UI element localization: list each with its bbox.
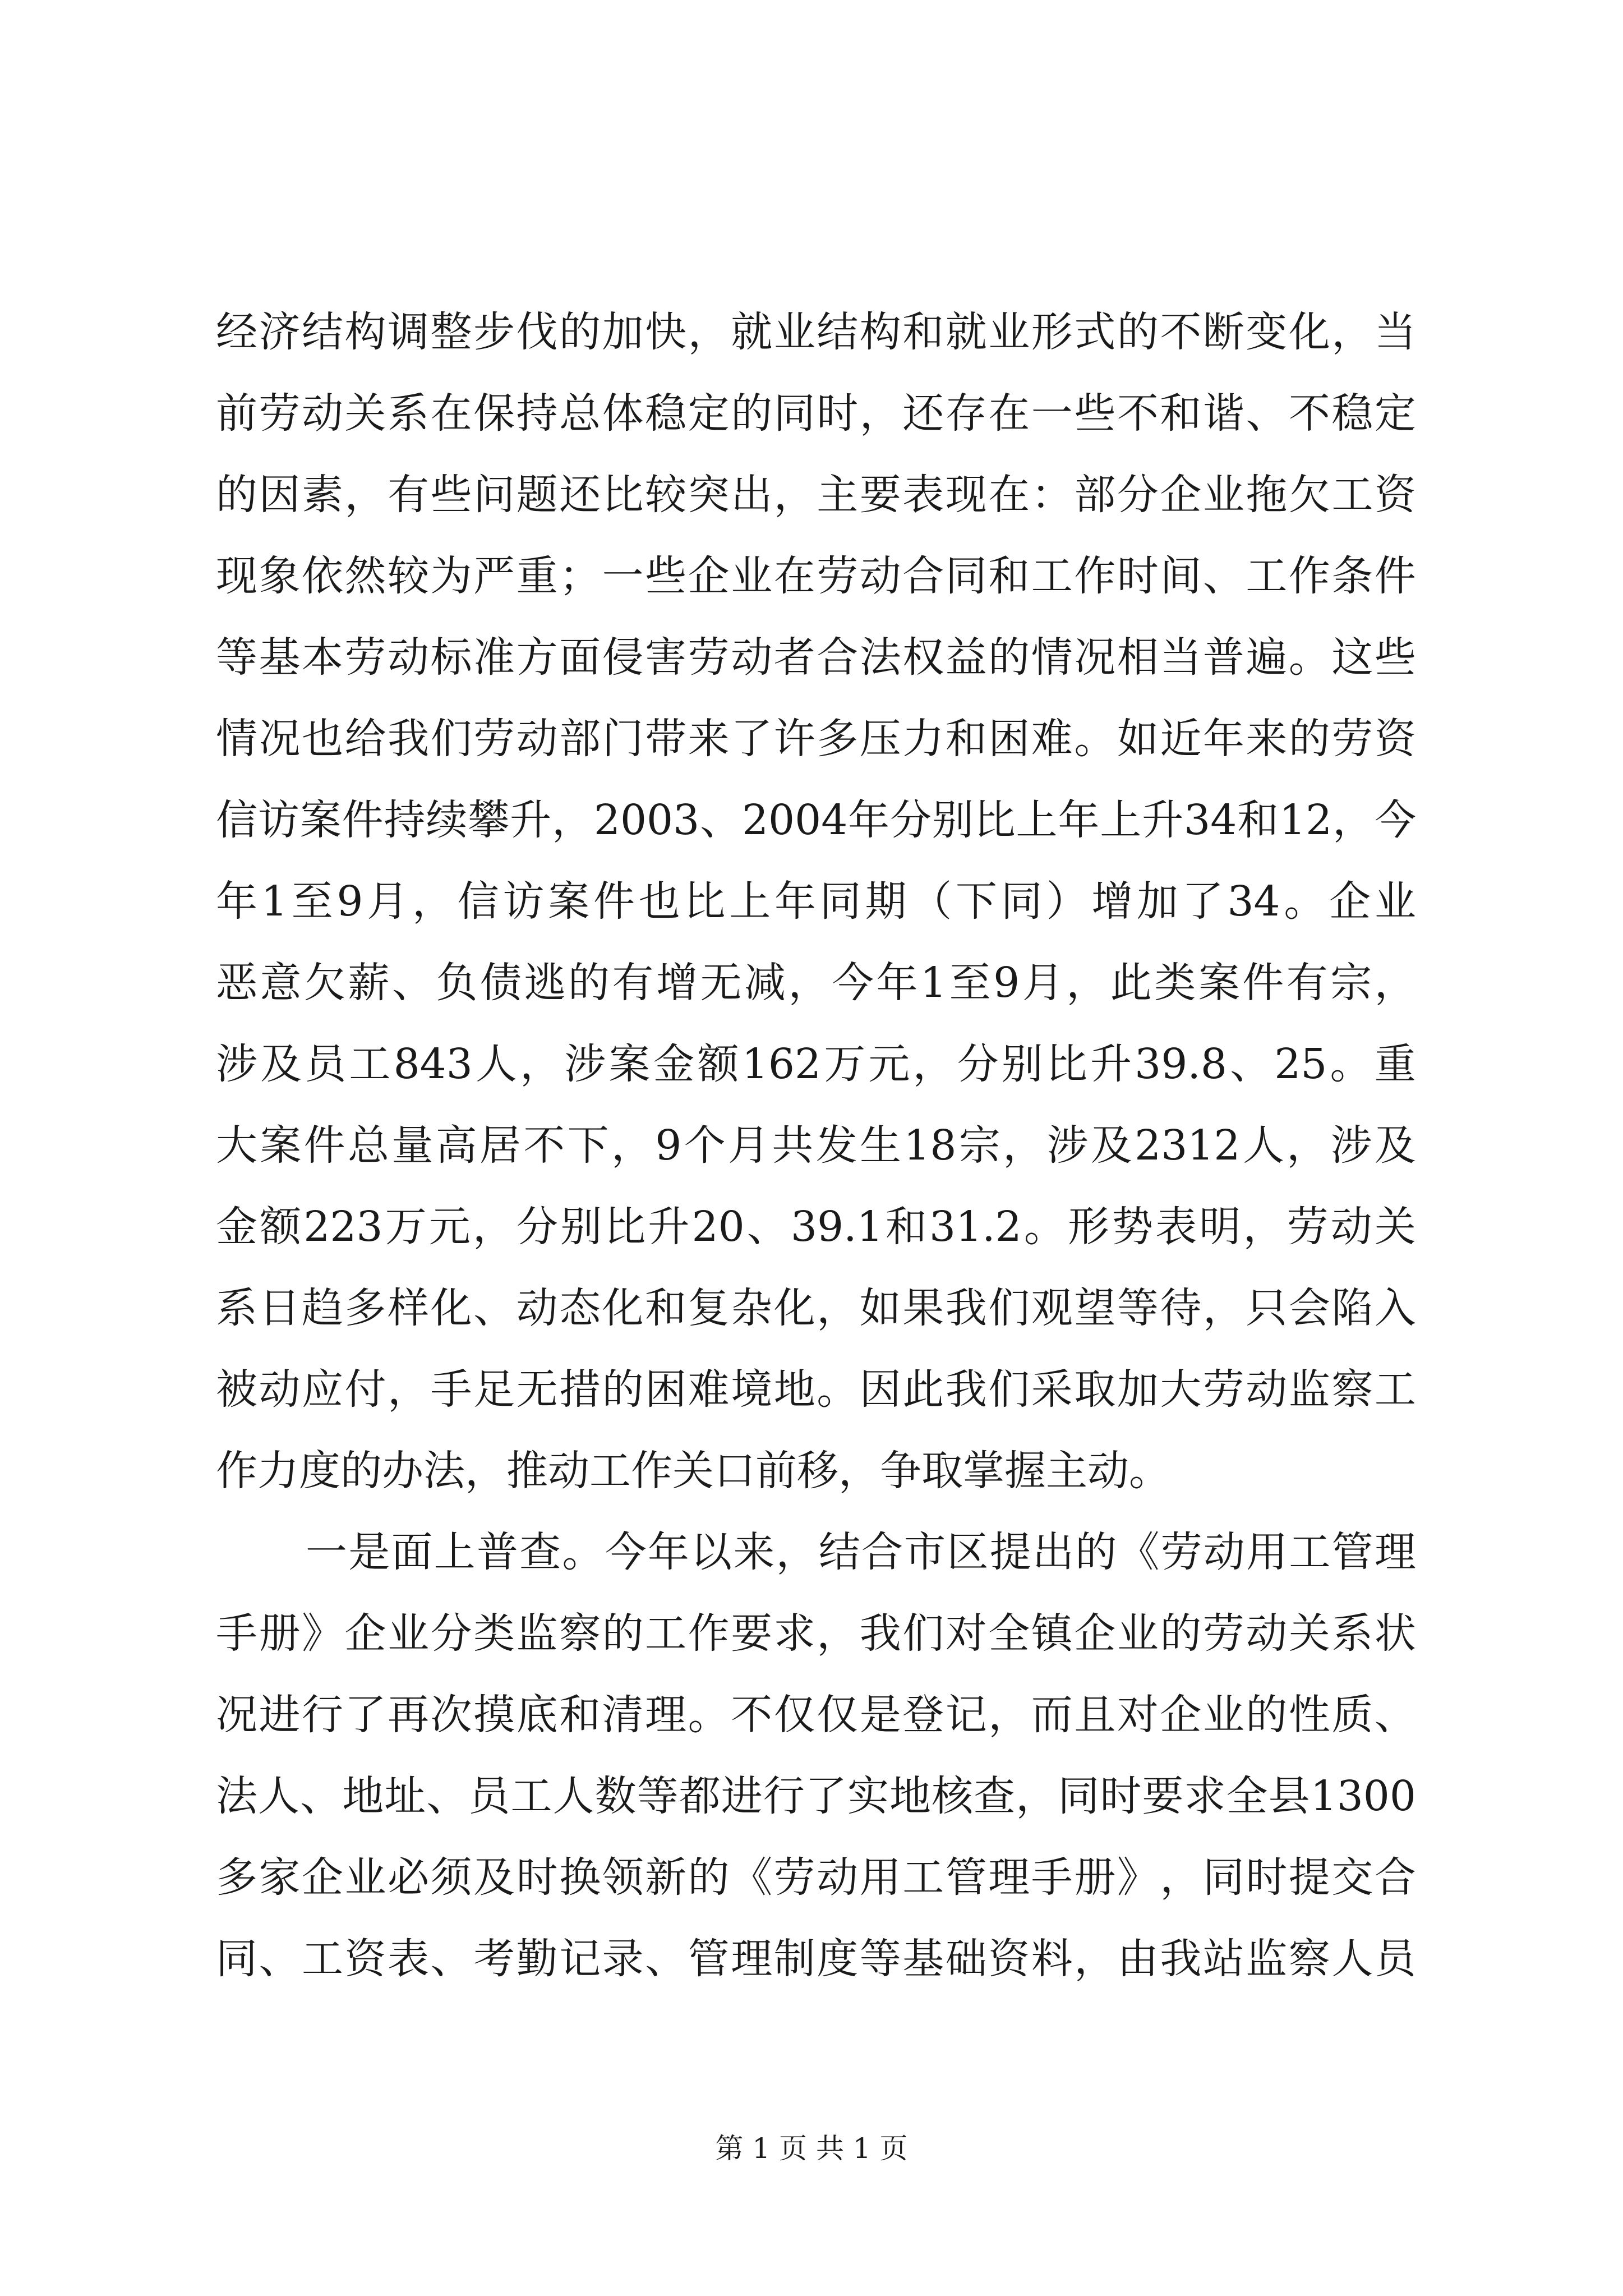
text-line: 被 动 应 付 ， 手 足 无 措 的 困 难 境 地 。 因 此 我 们 采 取 加 大 劳 动 监 察 工 — [216, 1365, 1416, 1414]
body-text — [216, 292, 1416, 2000]
text-line: 恶 意 欠 薪 、 负 债 逃 的 有 增 无 减 ， 今 年 1 至 9 月 ， 此 类 案 件 有 宗 ， — [216, 959, 1416, 1007]
text-line: 作力度的办法，推动工作关口前移，争取掌握主动。 — [216, 1447, 1170, 1495]
page-footer — [0, 2126, 1623, 2166]
text-line: 金 额 223 万 元 ， 分 别 比 升 20 、 39.1 和 31.2 。 形 势 表 明 ， 劳 动 关 — [216, 1203, 1416, 1251]
text-line: 现 象 依 然 较 为 严 重 ； 一 些 企 业 在 劳 动 合 同 和 工 作 时 间 、 工 作 条 件 — [216, 552, 1416, 600]
text-line: 信 访 案 件 持 续 攀 升 ， 2003 、 2004 年 分 别 比 上 年 上 升 34 和 12 ， 今 — [216, 796, 1416, 844]
text-line: 情 况 也 给 我 们 劳 动 部 门 带 来 了 许 多 压 力 和 困 难 。 如 近 年 来 的 劳 资 — [216, 715, 1416, 763]
text-line: 系 日 趋 多 样 化 、 动 态 化 和 复 杂 化 ， 如 果 我 们 观 望 等 待 ， 只 会 陷 入 — [216, 1284, 1416, 1332]
text-line: 多 家 企 业 必 须 及 时 换 领 新 的 《 劳 动 用 工 管 理 手 册 》 ， 同 时 提 交 合 — [216, 1853, 1416, 1902]
text-line: 况 进 行 了 再 次 摸 底 和 清 理 。 不 仅 仅 是 登 记 ， 而 且 对 企 业 的 性 质 、 — [216, 1691, 1416, 1739]
text-line: 经 济 结 构 调 整 步 伐 的 加 快 ， 就 业 结 构 和 就 业 形 式 的 不 断 变 化 ， 当 — [216, 308, 1416, 356]
text-line: 一 是 面 上 普 查 。 今 年 以 来 ， 结 合 市 区 提 出 的 《 劳 动 用 工 管 理 — [306, 1528, 1416, 1576]
text-line: 前 劳 动 关 系 在 保 持 总 体 稳 定 的 同 时 ， 还 存 在 一 些 不 和 谐 、 不 稳 定 — [216, 389, 1416, 438]
page-number-label: 第 1 页 共 1 页 — [715, 2132, 908, 2165]
text-line: 法 人 、 地 址 、 员 工 人 数 等 都 进 行 了 实 地 核 查 ， 同 时 要 求 全 县 1300 — [216, 1772, 1416, 1820]
text-line: 年 1 至 9 月 ， 信 访 案 件 也 比 上 年 同 期 （ 下 同 ） 增 加 了 34 。 企 业 — [216, 877, 1416, 926]
text-line: 涉 及 员 工 843 人 ， 涉 案 金 额 162 万 元 ， 分 别 比 升 39.8 、 25 。 重 — [216, 1040, 1416, 1088]
text-line: 手 册 》 企 业 分 类 监 察 的 工 作 要 求 ， 我 们 对 全 镇 企 业 的 劳 动 关 系 状 — [216, 1609, 1416, 1658]
text-line: 的 因 素 ， 有 些 问 题 还 比 较 突 出 ， 主 要 表 现 在 ： 部 分 企 业 拖 欠 工 资 — [216, 471, 1416, 519]
text-line: 同 、 工 资 表 、 考 勤 记 录 、 管 理 制 度 等 基 础 资 料 ， 由 我 站 监 察 人 员 — [216, 1935, 1416, 1983]
text-line: 等 基 本 劳 动 标 准 方 面 侵 害 劳 动 者 合 法 权 益 的 情 况 相 当 普 遍 。 这 些 — [216, 633, 1416, 682]
text-line: 大 案 件 总 量 高 居 不 下 ， 9 个 月 共 发 生 18 宗 ， 涉 及 2312 人 ， 涉 及 — [216, 1121, 1416, 1170]
